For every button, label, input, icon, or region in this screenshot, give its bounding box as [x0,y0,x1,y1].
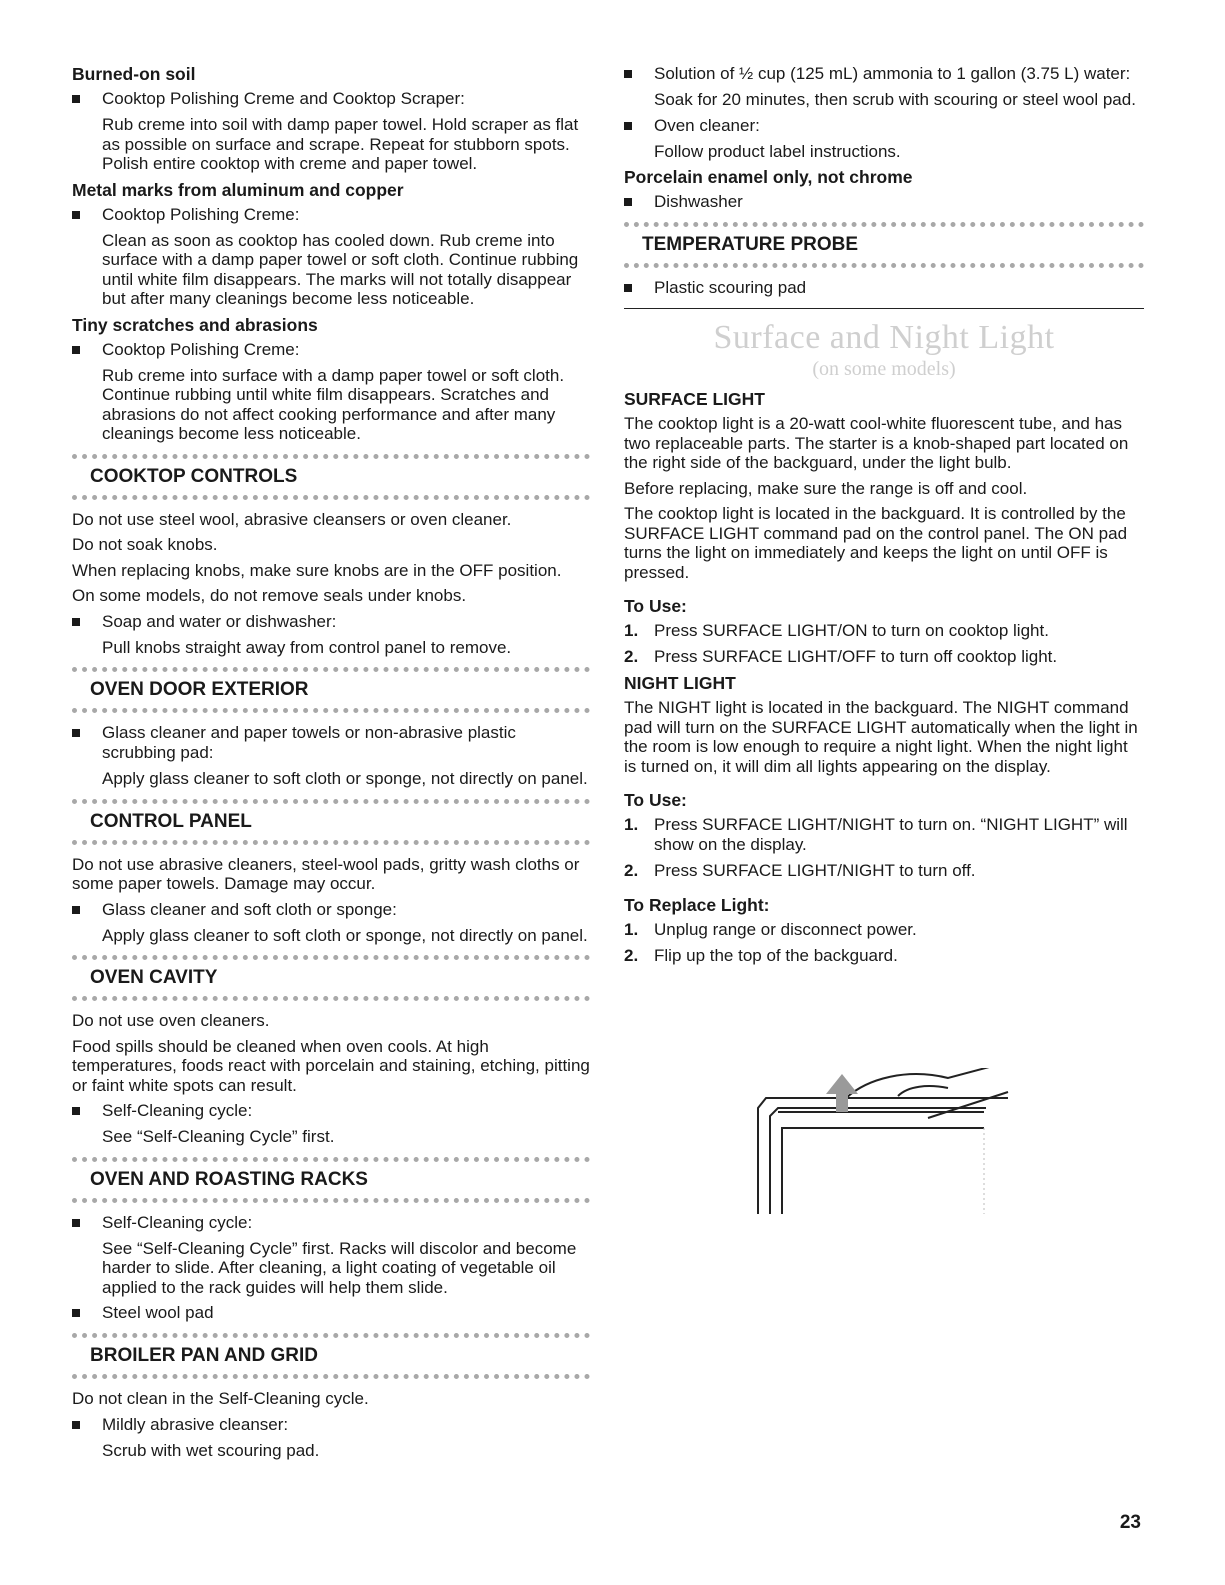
broiler-text: Scrub with wet scouring pad. [102,1440,320,1460]
metal-bullet: Cooktop Polishing Creme: [72,205,590,225]
panel-bullet: Glass cleaner and soft cloth or sponge: [72,900,590,920]
racks-bullet-2: Steel wool pad [72,1303,590,1323]
porcelain-bullet: Dishwasher [624,192,1144,212]
use1-step-2 [624,647,1144,667]
use1-step-1 [624,621,1144,641]
step-text: Press SURFACE LIGHT/ON to turn on cooktop light. [654,621,1049,640]
replace-light-heading: To Replace Light: [624,895,770,915]
replace-step-1 [624,920,1144,940]
to-use-heading-1: To Use: [624,596,687,616]
replace-step-2 [624,946,1144,966]
cavity-bullet: Self-Cleaning cycle: [72,1101,590,1121]
panel-text: Apply glass cleaner to soft cloth or sponge, not directly on panel. [102,925,588,945]
night-light-heading: NIGHT LIGHT [624,673,736,693]
racks-bullet-1: Self-Cleaning cycle: [72,1213,590,1233]
surface-para-2: Before replacing, make sure the range is off and cool. [624,478,1028,498]
broiler-bullet: Mildly abrasive cleanser: [72,1415,590,1435]
broiler-pan-grid-title: BROILER PAN AND GRID [72,1333,590,1379]
door-bullet: Glass cleaner and paper towels or non-abrasive plastic scrubbing pad: [72,723,590,763]
step-number: 2. [624,861,639,880]
tiny-bullet: Cooktop Polishing Creme: [72,340,590,360]
step-number: 2. [624,946,639,965]
controls-para-2: Do not soak knobs. [72,535,218,554]
use2-step-2 [624,861,1144,881]
metal-text: Clean as soon as cooktop has cooled down. Rub creme into surface with a damp paper towel or soft cloth. Continue rubbing until white film disappears. The marks will not totally disappear but after many cleanings become less noticeable. [102,230,579,308]
burned-bullet: Cooktop Polishing Creme and Cooktop Scraper: [72,89,590,109]
tiny-scratches-heading: Tiny scratches and abrasions [72,314,318,335]
night-para-1: The NIGHT light is located in the backguard. The NIGHT command pad will turn on the SURFACE LIGHT automatically when the light in the room is low enough to require a night light. When the night light is turned on, it will dim all lights appearing on the display. [624,698,1138,776]
cooktop-controls-title: COOKTOP CONTROLS [72,454,590,500]
page-number: 23 [1119,1512,1141,1533]
controls-bullet: Soap and water or dishwasher: [72,612,590,632]
left-column [72,64,590,1466]
cavity-para-1: Do not use oven cleaners. [72,1011,270,1030]
step-text: Unplug range or disconnect power. [654,920,917,939]
right-column [624,64,1144,972]
controls-para-4: On some models, do not remove seals under knobs. [72,586,467,605]
step-number: 1. [624,815,639,834]
temperature-probe-title: TEMPERATURE PROBE [624,222,1144,268]
oven-roasting-racks-title: OVEN AND ROASTING RACKS [72,1157,590,1203]
broiler-para-1: Do not clean in the Self-Cleaning cycle. [72,1389,369,1408]
oven-cavity-title: OVEN CAVITY [72,955,590,1001]
tiny-text: Rub creme into surface with a damp paper towel or soft cloth. Continue rubbing until white film disappears. Scratches and abrasions do not affect cooking performance and after many cleanings become less noticeable. [102,365,565,443]
surface-para-1: The cooktop light is a 20-watt cool-white fluorescent tube, and has two replaceable parts. The starter is a knob-shaped part located on the right side of the backguard, under the light bulb. [624,414,1129,472]
ammonia-bullet: Solution of ½ cup (125 mL) ammonia to 1 gallon (3.75 L) water: [624,64,1144,84]
section-title: Surface and Night Light [713,319,1055,356]
step-number: 1. [624,920,639,939]
cavity-text: See “Self-Cleaning Cycle” first. [102,1127,335,1146]
oven-cleaner-bullet: Oven cleaner: [624,116,1144,136]
controls-para-1: Do not use steel wool, abrasive cleansers or oven cleaner. [72,509,512,529]
control-panel-title: CONTROL PANEL [72,799,590,845]
ammonia-text: Soak for 20 minutes, then scrub with scouring or steel wool pad. [654,90,1136,109]
racks-text: See “Self-Cleaning Cycle” first. Racks will discolor and become harder to slide. After cleaning, a light coating of vegetable oil applied to the rack guides will help them slide. [102,1238,577,1297]
oven-door-exterior-title: OVEN DOOR EXTERIOR [72,667,590,713]
burned-on-soil-heading: Burned-on soil [72,64,196,84]
porcelain-heading: Porcelain enamel only, not chrome [624,167,913,187]
section-subtitle: (on some models) [812,358,956,380]
use2-step-1 [624,815,1144,855]
burned-text: Rub creme into soil with damp paper towel. Hold scraper as flat as possible on surface and scrape. Repeat for stubborn spots. Polish entire cooktop with creme and paper towel. [102,115,579,173]
oven-cleaner-text: Follow product label instructions. [654,141,901,161]
step-number: 2. [624,647,639,666]
step-text: Press SURFACE LIGHT/NIGHT to turn off. [654,861,976,880]
cavity-para-2: Food spills should be cleaned when oven cools. At high temperatures, foods react with porcelain and staining, etching, pitting or faint white spots can result. [72,1036,590,1095]
controls-para-3: When replacing knobs, make sure knobs are in the OFF position. [72,560,562,580]
to-use-heading-2: To Use: [624,790,687,810]
section-divider [624,308,1144,309]
backguard-illustration [748,1068,1018,1214]
metal-marks-heading: Metal marks from aluminum and copper [72,179,404,200]
step-text: Press SURFACE LIGHT/OFF to turn off cooktop light. [654,647,1058,666]
probe-bullet: Plastic scouring pad [624,278,1144,298]
panel-para-1: Do not use abrasive cleaners, steel-wool pads, gritty wash cloths or some paper towels. Damage may occur. [72,854,580,893]
step-text: Press SURFACE LIGHT/NIGHT to turn on. “NIGHT LIGHT” will show on the display. [654,815,1128,854]
door-text: Apply glass cleaner to soft cloth or sponge, not directly on panel. [102,769,588,788]
step-number: 1. [624,621,639,640]
step-text: Flip up the top of the backguard. [654,946,898,965]
controls-text: Pull knobs straight away from control panel to remove. [102,637,512,657]
surface-light-heading: SURFACE LIGHT [624,389,765,409]
surface-para-3: The cooktop light is located in the backguard. It is controlled by the SURFACE LIGHT command pad on the control panel. The ON pad turns the light on immediately and keeps the light on until OFF is pressed. [624,504,1128,582]
